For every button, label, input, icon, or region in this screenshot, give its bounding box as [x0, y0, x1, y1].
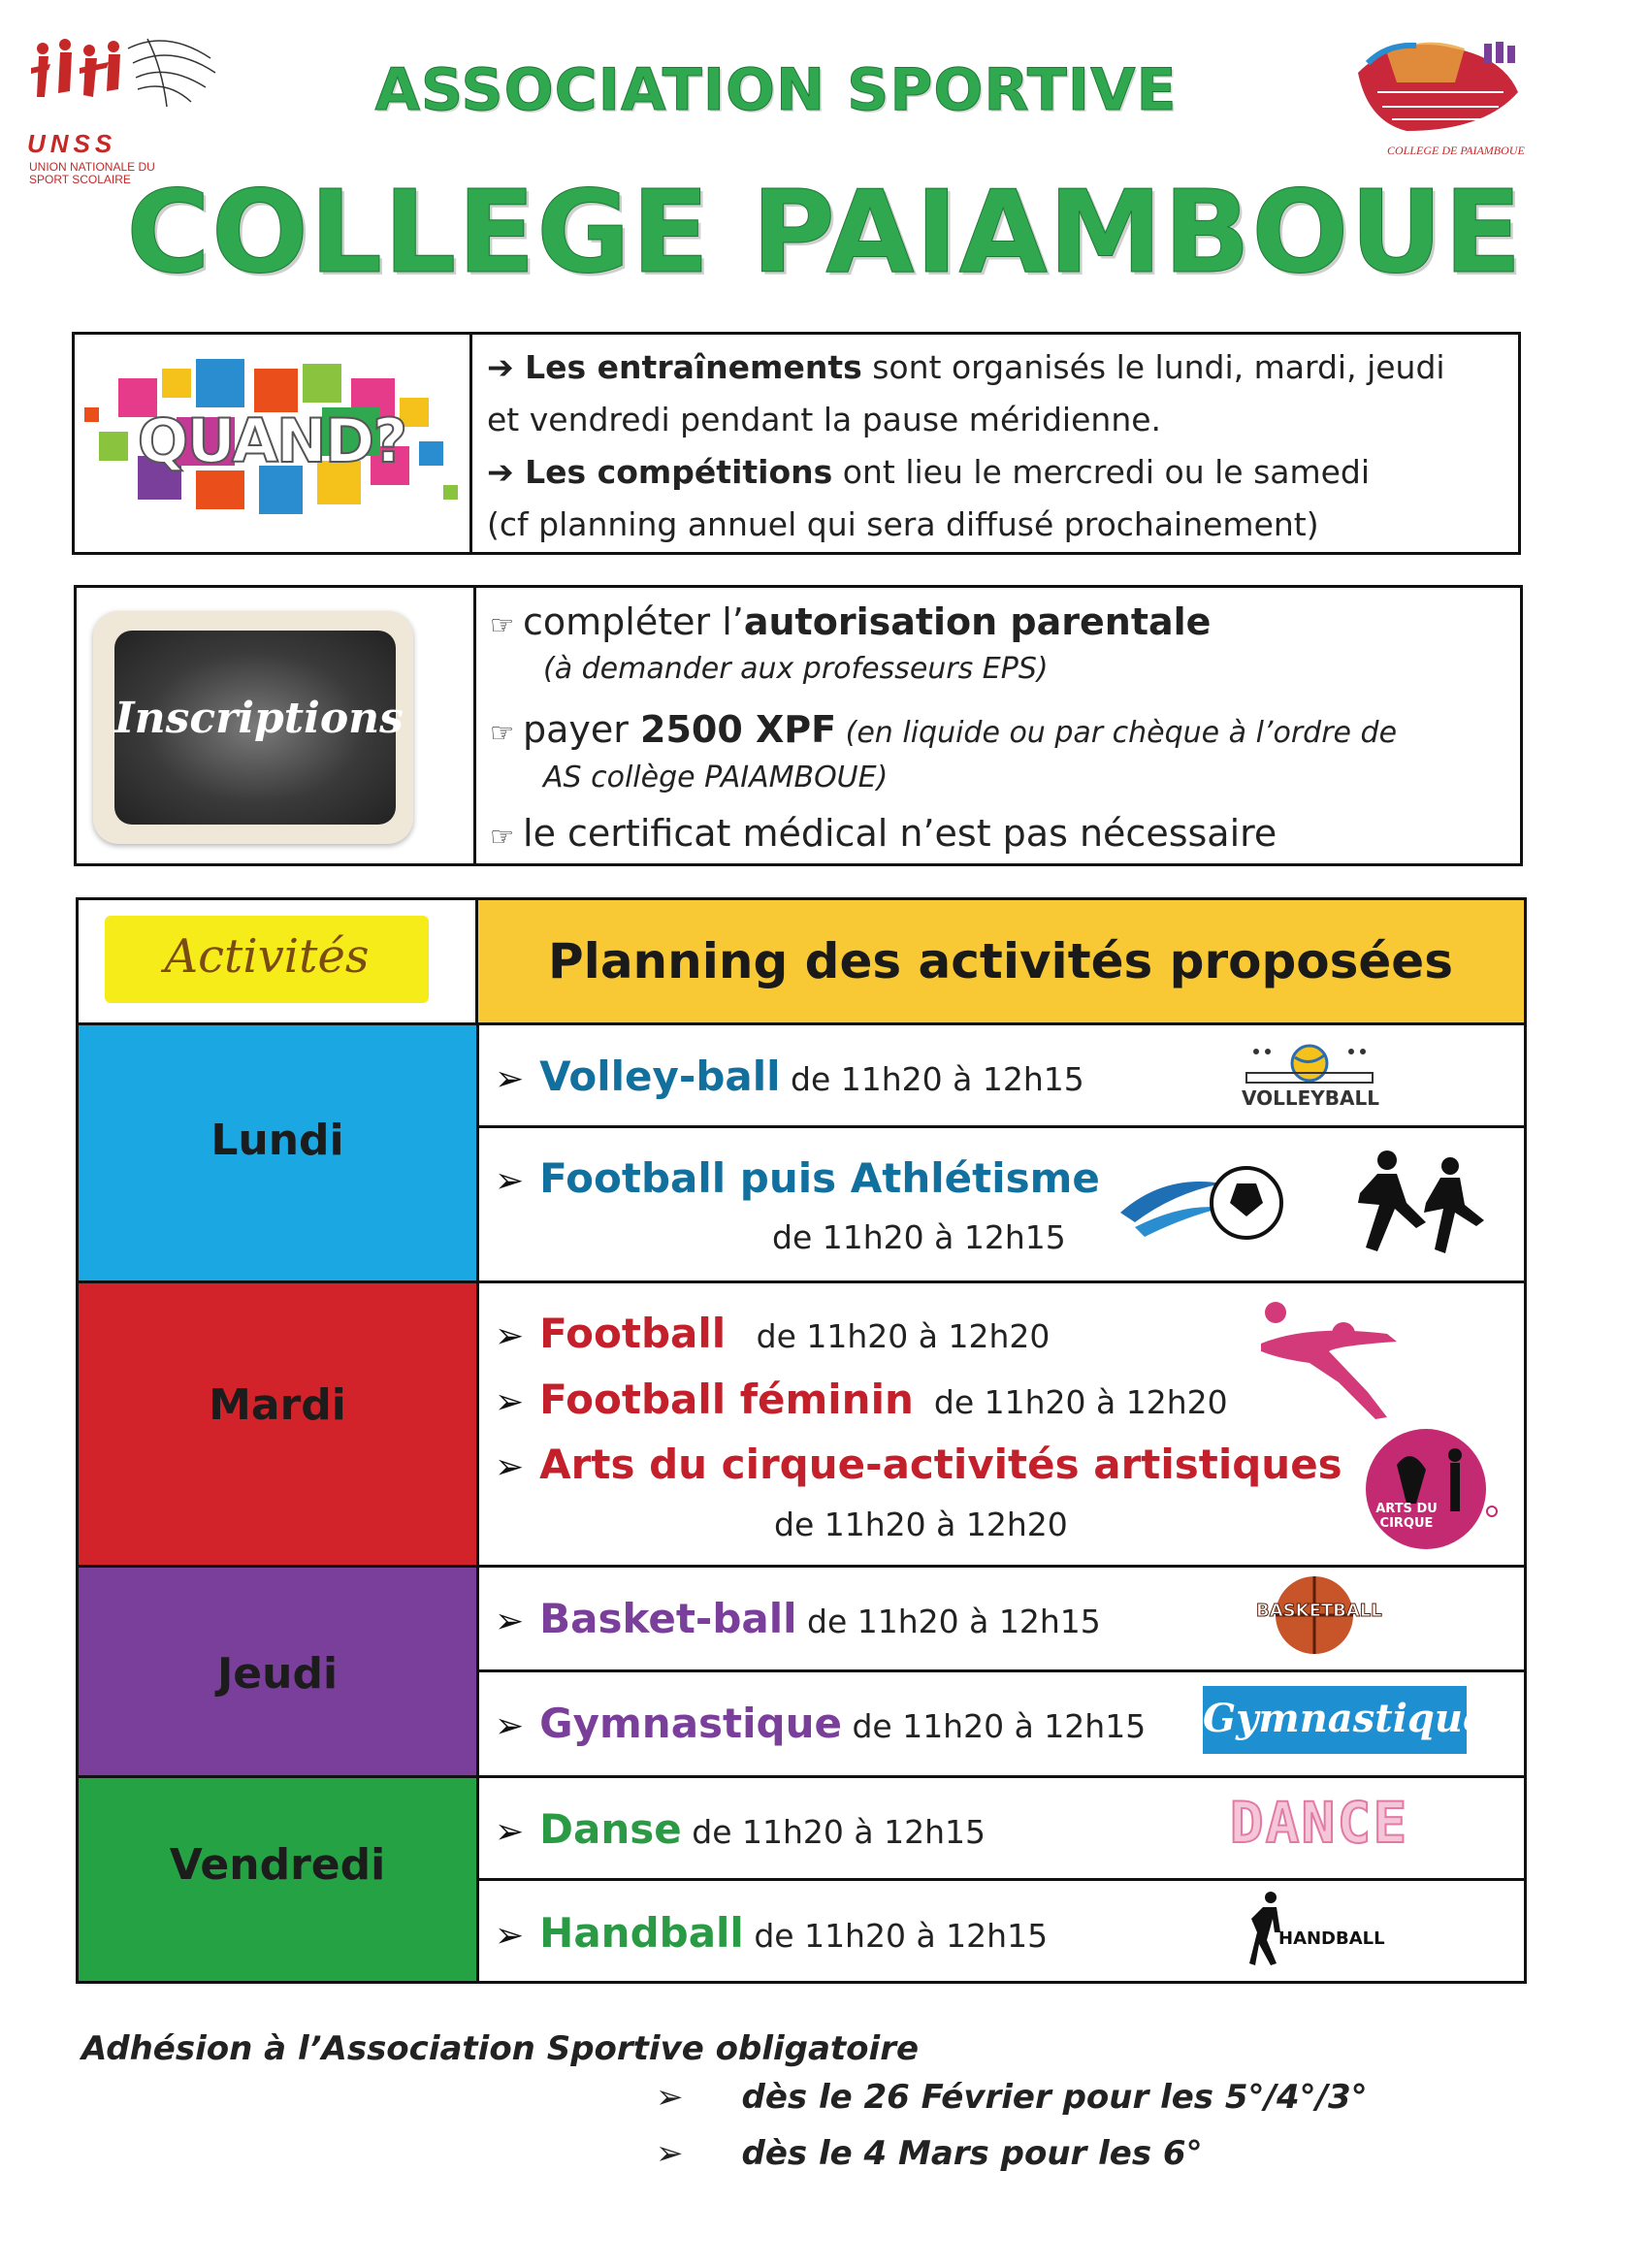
day-divider: [79, 1775, 1524, 1778]
planning-heading: Planning des activités proposées: [548, 933, 1453, 989]
chevron-right-icon: ➢: [495, 1812, 525, 1852]
volleyball-logo-text: VOLLEYBALL: [1242, 1086, 1379, 1110]
footer-date-1: dès le 26 Février pour les 5°/4°/3°: [741, 2078, 1368, 2117]
trainings-days: sont organisés le lundi, mardi, jeudi: [861, 348, 1445, 386]
activity-name: Football féminin: [539, 1376, 914, 1423]
item-1-bold: autorisation parentale: [743, 600, 1212, 643]
quand-badge-label: QUAND?: [137, 405, 406, 476]
arts-du-cirque-logo-text: ARTS DU CIRQUE: [1375, 1502, 1438, 1531]
activity-volleyball: [495, 1053, 1084, 1100]
chevron-right-icon: ➢: [495, 1916, 525, 1956]
activity-football-feminin: [495, 1376, 1228, 1423]
activity-arts-cirque: [495, 1441, 1342, 1488]
day-label-jeudi: Jeudi: [216, 1649, 339, 1699]
chevron-right-icon: ➢: [495, 1161, 525, 1201]
activity-danse: [495, 1805, 986, 1853]
quand-divider: [469, 332, 472, 555]
chevron-right-icon: ➢: [495, 1706, 525, 1746]
activity-time: de 11h20 à 12h15: [754, 1917, 1049, 1955]
arrow-icon: ➔: [487, 453, 526, 491]
day-label-lundi: Lundi: [210, 1116, 344, 1165]
arrow-icon: ➔: [487, 348, 526, 386]
inscriptions-item-1-note: (à demander aux professeurs EPS): [543, 652, 1049, 686]
pointing-hand-icon: ☞: [490, 609, 524, 641]
gymnastique-logo-text: Gymnastique: [1203, 1696, 1488, 1741]
chevron-right-icon: ➢: [495, 1602, 525, 1641]
activity-football-athletisme: [495, 1154, 1100, 1202]
page-title: COLLEGE PAIAMBOUE: [126, 165, 1523, 299]
womens-football-icon: [1251, 1295, 1426, 1421]
chevron-right-icon: ➢: [495, 1447, 525, 1487]
row-divider: [476, 1669, 1524, 1672]
activity-name: Arts du cirque-activités artistiques: [539, 1441, 1342, 1488]
quand-line-2: et vendredi pendant la pause méridienne.: [487, 401, 1162, 438]
footer-date-2: dès le 4 Mars pour les 6°: [741, 2134, 1203, 2173]
activity-time: de 11h20 à 12h15: [807, 1603, 1101, 1640]
chevron-right-icon: ➢: [495, 1316, 525, 1356]
activites-label: Activités: [164, 929, 370, 984]
activity-time: de 11h20 à 12h20: [933, 1383, 1228, 1421]
day-label-mardi: Mardi: [209, 1380, 346, 1430]
unss-logo-text: UNSS: [27, 129, 117, 158]
quand-line-3: [487, 446, 1505, 499]
activity-name: Handball: [539, 1909, 744, 1957]
activity-name: Gymnastique: [539, 1700, 842, 1747]
activity-handball: [495, 1909, 1048, 1957]
activity-time: de 11h20 à 12h15: [692, 1813, 986, 1851]
activity-time: de 11h20 à 12h20: [774, 1506, 1068, 1543]
activity-football: [495, 1310, 1050, 1357]
activity-name: Football: [539, 1310, 727, 1357]
planning-header-divider: [475, 900, 478, 1022]
chevron-right-icon: ➢: [495, 1059, 525, 1099]
activity-name: Volley-ball: [539, 1053, 781, 1100]
basketball-logo-text: BASKETBALL: [1256, 1601, 1382, 1621]
unss-logo-subtitle: UNION NATIONALE DU SPORT SCOLAIRE: [29, 160, 155, 186]
competitions-days: ont lieu le mercredi ou le samedi: [832, 453, 1371, 491]
day-divider: [79, 1565, 1524, 1568]
footer-line-3: [656, 2134, 1203, 2173]
inscriptions-badge-label: Inscriptions: [114, 694, 404, 743]
item-1-text: compléter l’: [523, 600, 744, 643]
activity-time: de 11h20 à 12h15: [772, 1218, 1066, 1256]
inscriptions-item-1: [490, 596, 1508, 652]
inscriptions-divider: [473, 585, 476, 866]
activity-time: de 11h20 à 12h15: [791, 1060, 1084, 1098]
activity-basketball: [495, 1595, 1101, 1642]
planning-column-divider: [476, 1022, 479, 1981]
activity-time: de 11h20 à 12h20: [756, 1317, 1051, 1355]
trainings-label: Les entraînements: [525, 348, 862, 386]
day-divider: [79, 1280, 1524, 1283]
quand-line-4: (cf planning annuel qui sera diffusé prochainement): [487, 505, 1319, 543]
inscriptions-item-3: [490, 807, 1508, 863]
football-icon: [1116, 1154, 1290, 1251]
item-2-text: payer: [523, 708, 640, 751]
chevron-right-icon: ➢: [656, 2078, 684, 2117]
item-2-price: 2500 XPF: [640, 708, 837, 751]
arts-du-cirque-icon: [1358, 1426, 1504, 1552]
college-logo-text: COLLEGE DE PAIAMBOUE: [1387, 144, 1525, 157]
quand-line-1: [487, 341, 1505, 394]
handball-logo-text: HANDBALL: [1278, 1928, 1385, 1949]
activity-gymnastique: [495, 1700, 1146, 1747]
item-3-text: le certificat médical n’est pas nécessaire: [523, 812, 1277, 855]
row-divider: [476, 1878, 1524, 1881]
chevron-right-icon: ➢: [495, 1382, 525, 1422]
pointing-hand-icon: ☞: [490, 821, 524, 853]
activity-name: Danse: [539, 1805, 682, 1853]
activity-time: de 11h20 à 12h15: [852, 1707, 1147, 1745]
footer-line-2: [656, 2078, 1368, 2117]
athletics-icon: [1319, 1145, 1494, 1261]
row-divider: [476, 1125, 1524, 1128]
pointing-hand-icon: ☞: [490, 717, 524, 749]
subtitle: ASSOCIATION SPORTIVE: [374, 56, 1178, 124]
footer-line-1: Adhésion à l’Association Sportive obligatoire: [81, 2029, 920, 2068]
inscriptions-item-2: [490, 703, 1518, 760]
activity-name: Football puis Athlétisme: [539, 1154, 1100, 1202]
chevron-right-icon: ➢: [656, 2134, 684, 2173]
item-2-note: (en liquide ou par chèque à l’ordre de: [836, 716, 1398, 750]
activity-name: Basket-ball: [539, 1595, 797, 1642]
competitions-label: Les compétitions: [525, 453, 833, 491]
day-label-vendredi: Vendredi: [169, 1840, 386, 1890]
dance-logo-text: DANCE: [1229, 1790, 1409, 1856]
inscriptions-item-2-note2: AS collège PAIAMBOUE): [543, 761, 889, 794]
